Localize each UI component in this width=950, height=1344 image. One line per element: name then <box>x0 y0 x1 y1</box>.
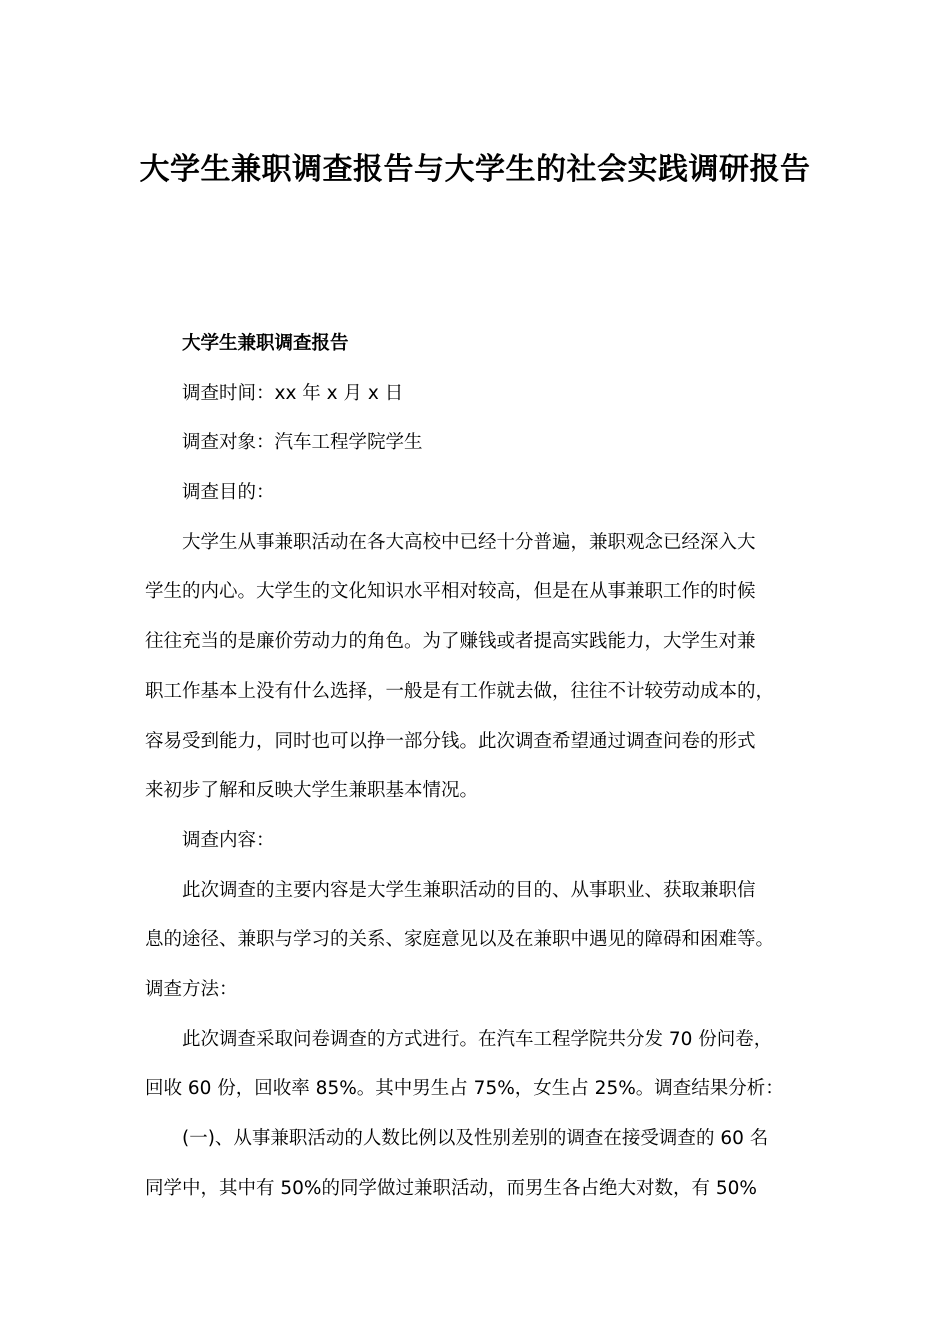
survey-subject-line: 调查对象：汽车工程学院学生 <box>182 432 423 454</box>
paragraph-line: (一)、从事兼职活动的人数比例以及性别差别的调查在接受调查的 60 名 <box>182 1128 769 1149</box>
document-body <box>145 319 795 1213</box>
paragraph-line: 大学生从事兼职活动在各大高校中已经十分普遍，兼职观念已经深入大 <box>182 531 756 553</box>
survey-time-line: 调查时间：xx 年 x 月 x 日 <box>182 382 404 404</box>
paragraph-line: 回收 60 份，回收率 85%。其中男生占 75%，女生占 25%。调查结果分析： <box>145 1078 784 1100</box>
paragraph-line: 此次调查采取问卷调查的方式进行。在汽车工程学院共分发 70 份问卷， <box>182 1028 773 1050</box>
survey-method-label: 调查方法： <box>145 978 238 1000</box>
paragraph-line: 此次调查的主要内容是大学生兼职活动的目的、从事职业、获取兼职信 <box>182 879 756 901</box>
section-heading: 大学生兼职调查报告 <box>182 333 349 354</box>
paragraph-line: 容易受到能力，同时也可以挣一部分钱。此次调查希望通过调查问卷的形式 <box>145 730 756 752</box>
document-title: 大学生兼职调查报告与大学生的社会实践调研报告 <box>139 152 811 187</box>
paragraph-line: 来初步了解和反映大学生兼职基本情况。 <box>145 780 479 802</box>
paragraph-line: 往往充当的是廉价劳动力的角色。为了赚钱或者提高实践能力，大学生对兼 <box>145 631 756 653</box>
paragraph-line: 同学中，其中有 50%的同学做过兼职活动，而男生各占绝大对数，有 50% <box>145 1177 758 1199</box>
paragraph-line: 息的途径、兼职与学习的关系、家庭意见以及在兼职中遇见的障碍和困难等。 <box>145 929 775 951</box>
survey-purpose-label: 调查目的： <box>182 482 275 504</box>
survey-content-label: 调查内容： <box>182 829 275 851</box>
paragraph-line: 学生的内心。大学生的文化知识水平相对较高，但是在从事兼职工作的时候 <box>145 581 756 603</box>
paragraph-line: 职工作基本上没有什么选择，一般是有工作就去做，往往不计较劳动成本的， <box>145 680 775 702</box>
